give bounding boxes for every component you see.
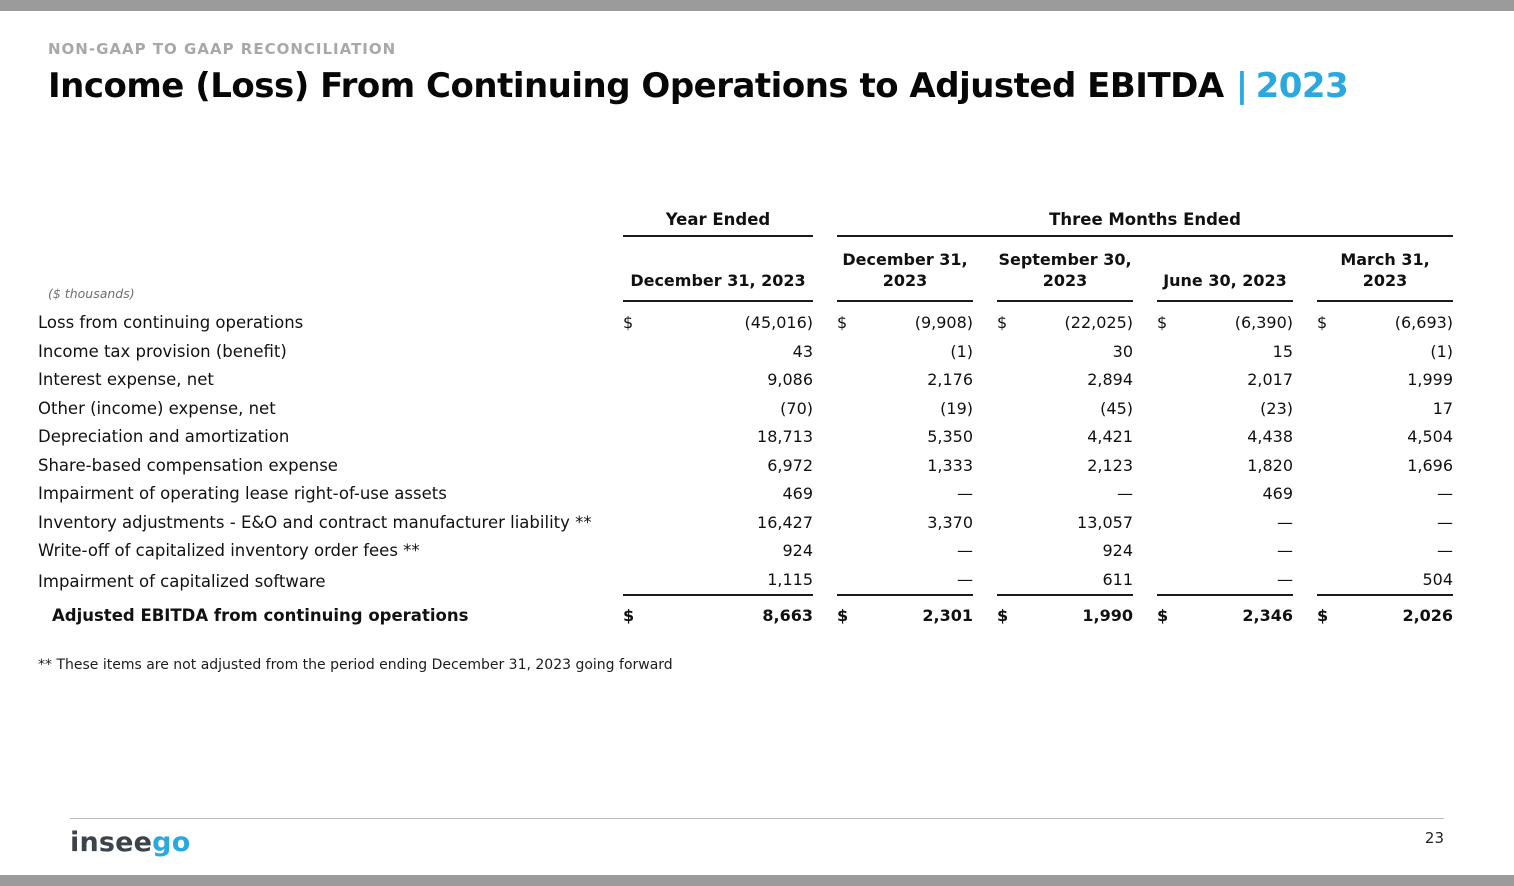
group-cell-three-months	[813, 210, 1453, 237]
dollar-sign: $	[1317, 606, 1329, 625]
slide-footer	[70, 818, 1444, 858]
column-header-cell	[813, 237, 973, 302]
cell-value: (6,390)	[1234, 313, 1293, 332]
row-label: Other (income) expense, net	[38, 398, 276, 418]
value-cell	[973, 509, 1133, 538]
column-header-dec31-ye: December 31, 2023	[623, 270, 813, 302]
value-cell	[813, 566, 973, 597]
value-cell	[623, 452, 813, 481]
value-cell	[623, 537, 813, 566]
top-bar	[0, 0, 1514, 11]
value-cell	[813, 302, 973, 338]
value-cell	[1293, 302, 1453, 338]
dollar-sign: $	[1157, 313, 1168, 332]
cell-value: 1,820	[1247, 455, 1293, 475]
value-cell	[1293, 480, 1453, 509]
value-cell	[1293, 596, 1453, 631]
cell-value: 2,894	[1087, 370, 1133, 389]
cell-value: —	[957, 569, 973, 589]
value-cell	[813, 423, 973, 452]
cell-value: (23)	[1260, 398, 1293, 418]
dollar-sign: $	[997, 606, 1009, 625]
column-header-dec31: December 31, 2023	[837, 249, 973, 302]
title-year: 2023	[1255, 66, 1349, 106]
value-cell	[973, 338, 1133, 367]
cell-value: 3,370	[927, 512, 973, 532]
column-header-mar31: March 31, 2023	[1317, 249, 1453, 302]
cell-value: (22,025)	[1064, 313, 1133, 332]
column-header-cell	[1293, 237, 1453, 302]
value-cell	[813, 366, 973, 395]
cell-value: 4,421	[1087, 427, 1133, 446]
cell-value: 469	[1262, 484, 1293, 503]
cell-value: —	[1437, 484, 1454, 503]
cell-value: 43	[792, 341, 813, 361]
page-number: 23	[1424, 829, 1444, 847]
bottom-bar	[0, 875, 1514, 886]
value-cell	[1133, 480, 1293, 509]
value-cell	[623, 366, 813, 395]
cell-value: (1)	[950, 341, 973, 361]
dollar-sign: $	[623, 313, 634, 332]
value-cell	[973, 566, 1133, 597]
row-label: Income tax provision (benefit)	[38, 341, 287, 361]
cell-value: 2,301	[922, 606, 973, 625]
cell-value: 1,115	[767, 569, 813, 589]
cell-value: 13,057	[1077, 512, 1133, 532]
value-cell	[623, 480, 813, 509]
table-row	[38, 395, 1453, 424]
table-row	[38, 366, 1453, 395]
value-cell	[1133, 452, 1293, 481]
cell-value: —	[957, 484, 973, 503]
row-label: Impairment of capitalized software	[38, 571, 326, 591]
value-cell	[623, 395, 813, 424]
cell-value: 1,696	[1407, 455, 1454, 475]
value-cell	[813, 596, 973, 631]
cell-value: 924	[782, 541, 813, 560]
value-cell	[973, 537, 1133, 566]
value-cell	[813, 480, 973, 509]
value-cell	[623, 423, 813, 452]
row-label: Share-based compensation expense	[38, 455, 338, 475]
dollar-sign: $	[1157, 606, 1169, 625]
cell-value: 504	[1422, 569, 1454, 589]
inseego-logo	[70, 827, 190, 858]
logo-text-blue: go	[152, 827, 191, 858]
value-cell	[1133, 596, 1293, 631]
cell-value: 1,999	[1407, 370, 1454, 389]
column-header-cell	[1133, 237, 1293, 302]
cell-value: 1,333	[927, 455, 973, 475]
dollar-sign: $	[837, 606, 849, 625]
value-cell	[623, 596, 813, 631]
value-cell	[973, 596, 1133, 631]
value-cell	[973, 480, 1133, 509]
reconciliation-table	[38, 210, 1453, 631]
cell-value: 9,086	[767, 370, 813, 389]
slide-eyebrow: NON-GAAP TO GAAP RECONCILIATION	[48, 40, 397, 58]
row-label: Adjusted EBITDA from continuing operations	[52, 606, 469, 625]
value-cell	[1133, 423, 1293, 452]
value-cell	[813, 452, 973, 481]
value-cell	[973, 395, 1133, 424]
cell-value: 2,026	[1402, 606, 1454, 625]
column-header-cell	[623, 237, 813, 302]
cell-value: 30	[1112, 341, 1133, 361]
group-header-spacer	[38, 210, 623, 237]
cell-value: 17	[1432, 398, 1454, 418]
row-label: Inventory adjustments - E&O and contract manufacturer liability **	[38, 512, 592, 532]
cell-value: —	[1437, 541, 1454, 560]
dollar-sign: $	[837, 313, 848, 332]
value-cell	[973, 423, 1133, 452]
value-cell	[813, 338, 973, 367]
logo-text-dark: insee	[70, 827, 153, 858]
cell-value: (6,693)	[1394, 313, 1454, 332]
cell-value: —	[1277, 541, 1293, 560]
cell-value: 4,504	[1407, 427, 1454, 446]
cell-value: (45)	[1100, 398, 1133, 418]
footnote: ** These items are not adjusted from the period ending December 31, 2023 going forward	[38, 656, 673, 673]
cell-value: 2,176	[927, 370, 973, 389]
title-text: Income (Loss) From Continuing Operations to Adjusted EBITDA	[48, 66, 1224, 106]
value-cell	[1293, 566, 1453, 597]
units-cell	[38, 237, 623, 302]
value-cell	[1133, 302, 1293, 338]
group-header-three-months: Three Months Ended	[837, 210, 1453, 237]
value-cell	[623, 338, 813, 367]
cell-value: 18,713	[757, 427, 813, 446]
cell-value: 5,350	[927, 427, 973, 446]
table-row	[38, 423, 1453, 452]
value-cell	[1293, 509, 1453, 538]
value-cell	[1293, 537, 1453, 566]
value-cell	[813, 509, 973, 538]
column-header-sep30: September 30, 2023	[997, 249, 1133, 302]
units-label: ($ thousands)	[48, 286, 135, 301]
value-cell	[1133, 395, 1293, 424]
cell-value: 8,663	[762, 606, 813, 625]
value-cell	[623, 509, 813, 538]
table-row	[38, 537, 1453, 566]
cell-value: 6,972	[767, 455, 813, 475]
value-cell	[1293, 452, 1453, 481]
cell-value: 924	[1102, 541, 1133, 560]
cell-value: 2,346	[1242, 606, 1293, 625]
value-cell	[1293, 338, 1453, 367]
value-cell	[1133, 338, 1293, 367]
slide-title	[48, 66, 1466, 106]
cell-value: —	[1277, 569, 1293, 589]
table-row	[38, 452, 1453, 481]
value-cell	[623, 302, 813, 338]
dollar-sign: $	[623, 606, 635, 625]
group-cell-year-ended	[623, 210, 813, 237]
cell-value: —	[1437, 512, 1454, 532]
cell-value: (45,016)	[744, 313, 813, 332]
column-header-row	[38, 237, 1453, 302]
row-label: Loss from continuing operations	[38, 313, 304, 332]
value-cell	[1293, 395, 1453, 424]
table-row	[38, 480, 1453, 509]
value-cell	[973, 366, 1133, 395]
cell-value: 2,017	[1247, 370, 1293, 389]
value-cell	[1133, 566, 1293, 597]
total-row	[38, 596, 1453, 631]
row-label: Interest expense, net	[38, 370, 214, 389]
group-header-row	[38, 210, 1453, 237]
row-label: Depreciation and amortization	[38, 427, 290, 446]
cell-value: 2,123	[1087, 455, 1133, 475]
cell-value: —	[1117, 484, 1133, 503]
value-cell	[973, 302, 1133, 338]
cell-value: —	[1277, 512, 1293, 532]
cell-value: 469	[782, 484, 813, 503]
cell-value: —	[957, 541, 973, 560]
cell-value: (19)	[940, 398, 973, 418]
dollar-sign: $	[1317, 313, 1328, 332]
value-cell	[973, 452, 1133, 481]
row-label: Write-off of capitalized inventory order fees **	[38, 541, 420, 560]
column-header-cell	[973, 237, 1133, 302]
dollar-sign: $	[997, 313, 1008, 332]
cell-value: (70)	[780, 398, 813, 418]
reconciliation-table-wrap	[38, 210, 1514, 631]
cell-value: 611	[1102, 569, 1133, 589]
table-row	[38, 509, 1453, 538]
title-separator: |	[1235, 66, 1248, 106]
value-cell	[1133, 537, 1293, 566]
cell-value: 16,427	[757, 512, 813, 532]
cell-value: 4,438	[1247, 427, 1293, 446]
value-cell	[813, 537, 973, 566]
group-header-year-ended: Year Ended	[623, 210, 813, 237]
table-row	[38, 566, 1453, 597]
value-cell	[1133, 509, 1293, 538]
cell-value: 1,990	[1082, 606, 1133, 625]
column-header-jun30: June 30, 2023	[1157, 270, 1293, 302]
cell-value: (9,908)	[914, 313, 973, 332]
table-body	[38, 302, 1453, 631]
slide-header	[0, 0, 1514, 106]
value-cell	[1293, 366, 1453, 395]
cell-value: (1)	[1430, 341, 1454, 361]
value-cell	[813, 395, 973, 424]
value-cell	[623, 566, 813, 597]
table-row	[38, 338, 1453, 367]
table-row	[38, 302, 1453, 338]
row-label: Impairment of operating lease right-of-use assets	[38, 484, 447, 503]
cell-value: 15	[1272, 341, 1293, 361]
value-cell	[1293, 423, 1453, 452]
value-cell	[1133, 366, 1293, 395]
